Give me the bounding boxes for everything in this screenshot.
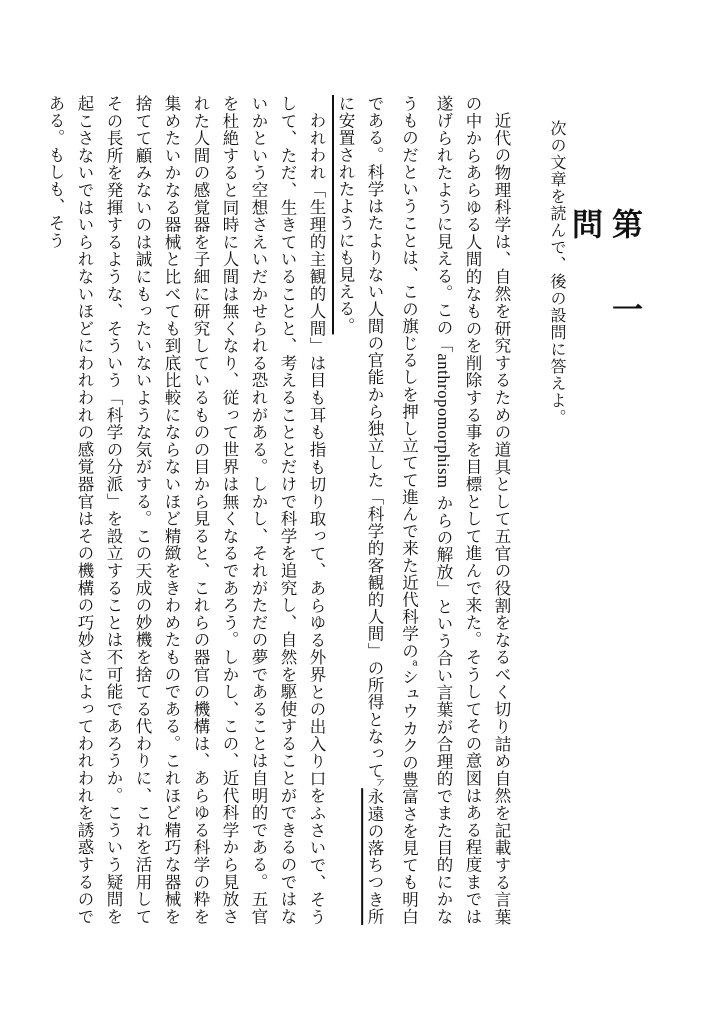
paragraph-1-text-c: シュウカクの豊富さを見ても明白である。科学はたよりない人間の官能から独立した「科学的客観的人間」の所得となって — [365, 95, 419, 925]
paragraph-1-text-a: 近代の物理科学は、自然を研究するための道具として五官の役割をなるべく切り詰め自然を記載する言葉の中からあらゆる人間的なものを削除する事を目標として進んで来た。そうしてその意図はある程度までは遂げられたように見える。この「 — [434, 95, 511, 925]
reading-passage — [46, 95, 516, 925]
annotation-mark-a-kana: ア — [375, 779, 385, 789]
passage-paragraph-1 — [331, 95, 516, 925]
page-title: 第一問 — [566, 208, 642, 378]
latin-term: anthropomorphism — [434, 353, 453, 489]
question-instruction: 次の文章を読んで、後の設問に答えよ。 — [548, 120, 567, 426]
passage-paragraph-2: われわれ「生理的主観的人間」は目も耳も指も切り取って、あらゆる外界との出入り口をふさいで、そうして、ただ、生きていることと、考えることとだけで科学を追究し、自然を駆使することができるのではないかという空想さえいだかせられる恐れがある。しかし、それがただの夢であることは自明的である。五官を杜絶すると同時に人間は無くなり、従って世界は無くなるであろう。しかし、この、近代科学から見放された人間の感覚器を子細に研究しているものの目から見ると、これらの器官の機構は、あらゆる科学の粋を集めたいかなる器械と比べても到底比較にならないほど精緻をきわめたものである。これほど精巧な器械を捨てて顧みないのは誠にもったいないような気がする。この天成の妙機を捨てる代わりに、これを活用してその長所を発揮するような、そういう「科学の分派」を設立することは不可能であろうか。こういう疑問を起こさないではいられないほどにわれわれの感覚器官はその機構の巧妙さによってわれわれを誘惑するのである。もしも、そう — [46, 95, 326, 925]
underlined-passage: 永遠の落ちつき所に安置されたようにも見える。 — [336, 95, 384, 925]
annotation-mark-a: a — [412, 659, 418, 669]
paragraph-1-text-b: からの解放」という合い言葉が合理的でまた目的にかなうものだということは、この旗じるしを押し立てて進んで来た近代科学の — [399, 95, 453, 925]
